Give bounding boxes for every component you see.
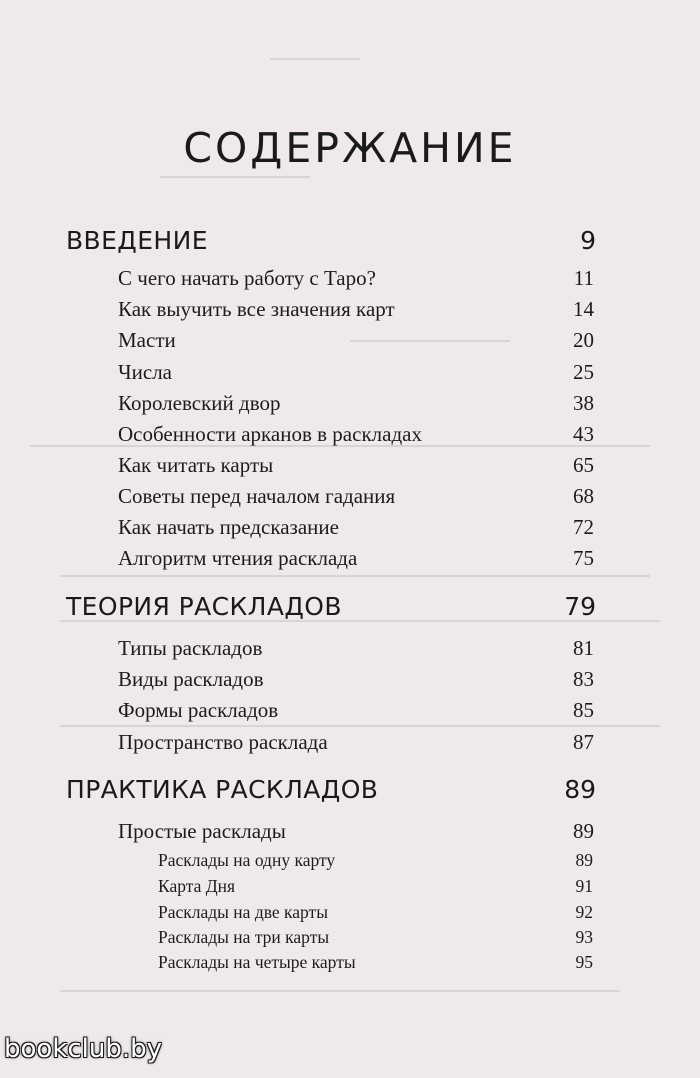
toc-item-label: Формы раскладов: [118, 698, 279, 722]
toc-subitem-page: 95: [575, 952, 593, 972]
toc-item-label: Пространство расклада: [118, 730, 328, 754]
section-label: ВВЕДЕНИЕ: [66, 226, 208, 255]
toc-item-page: 72: [573, 515, 594, 539]
toc-item[interactable]: [0, 695, 700, 725]
toc-item[interactable]: [0, 664, 700, 694]
toc-subitem-label: Расклады на четыре карты: [158, 952, 356, 972]
toc-subitem[interactable]: [0, 947, 700, 977]
toc-subitem-page: 93: [575, 927, 593, 947]
toc-item[interactable]: [0, 543, 700, 573]
bleed-through-decoration: [270, 58, 360, 70]
toc-item-label: Масти: [118, 328, 176, 352]
toc-item-page: 81: [573, 636, 594, 660]
section-label: ТЕОРИЯ РАСКЛАДОВ: [66, 592, 342, 621]
watermark: bookclub.by: [4, 1034, 163, 1064]
toc-item-page: 25: [573, 360, 594, 384]
toc-item-page: 38: [573, 391, 594, 415]
toc-item[interactable]: [0, 294, 700, 324]
page-title: СОДЕРЖАНИЕ: [183, 124, 517, 172]
toc-item-label: Как начать предсказание: [118, 515, 339, 539]
toc-item-label: Простые расклады: [118, 819, 286, 843]
toc-item-page: 68: [573, 484, 594, 508]
toc-item[interactable]: [0, 419, 700, 449]
toc-item-label: С чего начать работу с Таро?: [118, 266, 376, 290]
section-page-number: 9: [580, 226, 596, 255]
toc-item[interactable]: [0, 633, 700, 663]
toc-subitem-label: Расклады на две карты: [158, 902, 328, 922]
toc-item[interactable]: [0, 512, 700, 542]
toc-item[interactable]: [0, 481, 700, 511]
toc-item[interactable]: [0, 816, 700, 846]
toc-item-page: 20: [573, 328, 594, 352]
toc-subitem-page: 91: [575, 876, 593, 896]
toc-item-label: Типы раскладов: [118, 636, 263, 660]
toc-subitem-label: Карта Дня: [158, 876, 236, 896]
toc-item-page: 14: [573, 297, 594, 321]
toc-item[interactable]: [0, 325, 700, 355]
toc-item-page: 89: [573, 819, 594, 843]
bleed-through-decoration: [160, 176, 310, 178]
toc-item-label: Числа: [118, 360, 173, 384]
toc-item[interactable]: [0, 263, 700, 293]
toc-item-label: Особенности арканов в раскладах: [118, 422, 422, 446]
toc-item-page: 11: [573, 266, 594, 290]
toc-item-label: Виды раскладов: [118, 667, 264, 691]
bleed-through-decoration: [60, 575, 650, 577]
toc-subitem-page: 89: [575, 850, 593, 870]
section-page-number: 79: [564, 592, 596, 621]
toc-item[interactable]: [0, 357, 700, 387]
toc-item[interactable]: [0, 727, 700, 757]
toc-item[interactable]: [0, 388, 700, 418]
toc-item-label: Как читать карты: [118, 453, 274, 477]
section-label: ПРАКТИКА РАСКЛАДОВ: [66, 775, 379, 804]
toc-section-introduction[interactable]: [0, 226, 700, 256]
toc-item-label: Королевский двор: [118, 391, 281, 415]
toc-item-label: Алгоритм чтения расклада: [118, 546, 358, 570]
toc-item-label: Советы перед началом гадания: [118, 484, 396, 508]
toc-subitem-label: Расклады на три карты: [158, 927, 330, 947]
toc-section-layout-theory[interactable]: [0, 592, 700, 622]
toc-item-page: 65: [573, 453, 594, 477]
toc-subitem-page: 92: [575, 902, 593, 922]
toc-item-page: 85: [573, 698, 594, 722]
toc-item-label: Как выучить все значения карт: [118, 297, 395, 321]
toc-section-layout-practice[interactable]: [0, 775, 700, 805]
bleed-through-decoration: [60, 990, 620, 992]
toc-item-page: 83: [573, 667, 594, 691]
toc-item-page: 43: [573, 422, 594, 446]
toc-item[interactable]: [0, 450, 700, 480]
toc-subitem-label: Расклады на одну карту: [158, 850, 336, 870]
toc-item-page: 87: [573, 730, 594, 754]
section-page-number: 89: [564, 775, 596, 804]
toc-item-page: 75: [573, 546, 594, 570]
